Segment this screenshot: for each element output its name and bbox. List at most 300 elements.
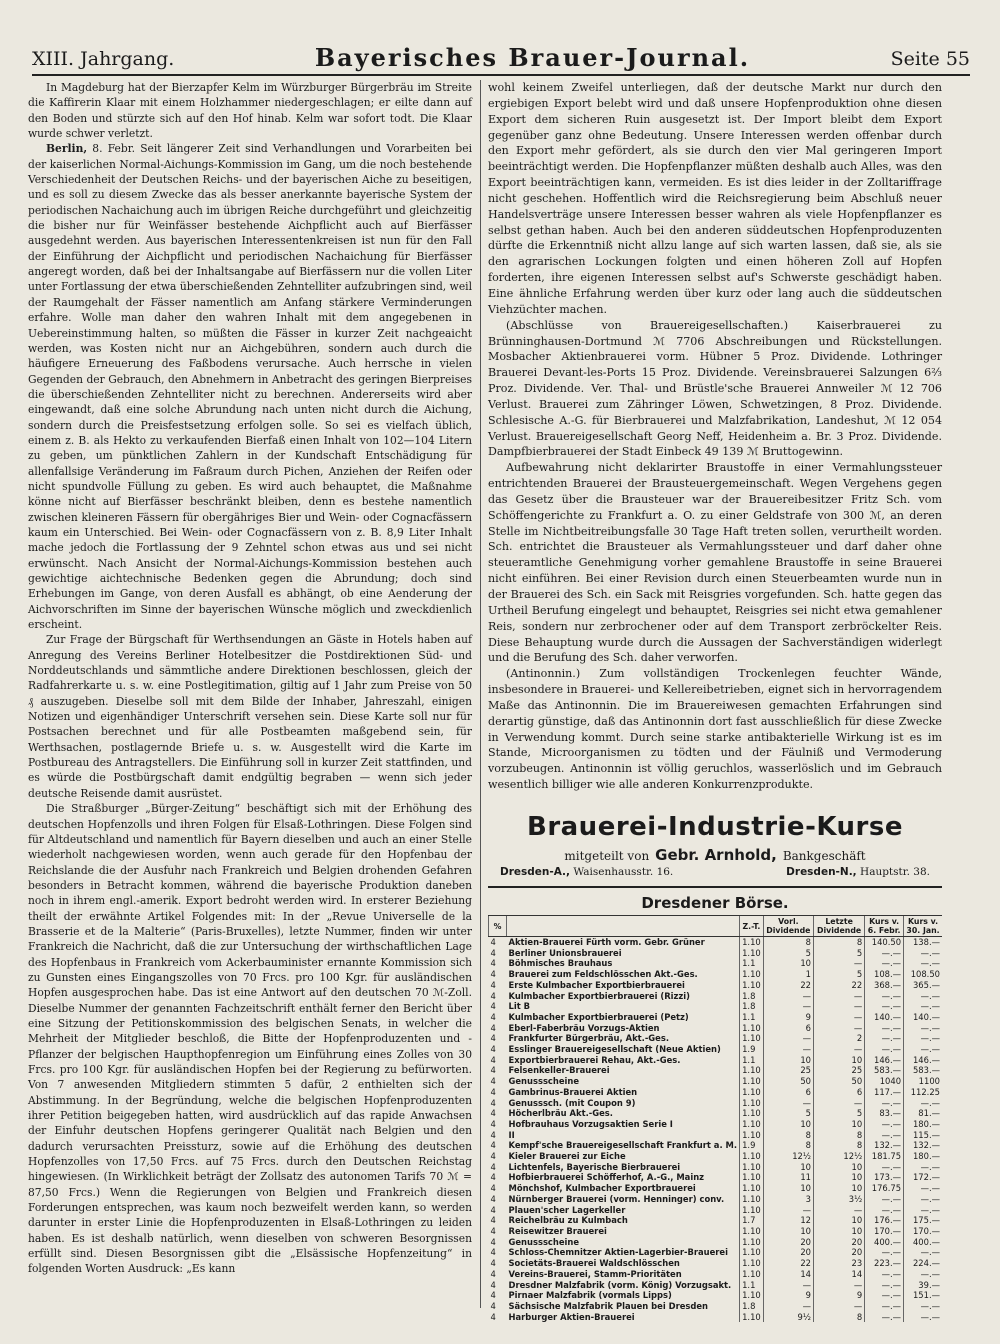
rate-cell: 4 — [490, 1183, 496, 1194]
page-number: Seite 55 — [890, 48, 970, 70]
company-cell: Felsenkeller-Brauerei — [508, 1065, 610, 1076]
rate-cell: 4 — [490, 1290, 496, 1301]
rate-cell: 4 — [490, 1001, 496, 1012]
interest-date-cell: 1.1 — [740, 958, 764, 969]
prev-dividend-cell: 10 — [763, 1162, 813, 1173]
price-jan30-cell: —.— — [904, 1001, 942, 1012]
company-cell: Dresdner Malzfabrik (vorm. König) Vorzugsakt. — [508, 1279, 732, 1290]
company-cell: Frankfurter Bürgerbräu, Akt.-Ges. — [508, 1033, 670, 1044]
quotes-table — [488, 915, 942, 1322]
last-dividend-cell: 6 — [814, 1087, 865, 1098]
price-feb6-cell: 176.— — [865, 1215, 904, 1226]
company-cell: Harburger Aktien-Brauerei — [508, 1311, 635, 1322]
interest-date-cell: 1.8 — [740, 991, 764, 1002]
interest-date-cell: 1.10 — [740, 1065, 764, 1076]
last-dividend-cell: 22 — [814, 980, 865, 991]
price-feb6-cell: —.— — [865, 1119, 904, 1130]
price-feb6-cell: 146.— — [865, 1055, 904, 1066]
quotes-row — [489, 1055, 943, 1066]
interest-date-cell: 1.10 — [740, 1087, 764, 1098]
last-dividend-cell: — — [814, 1280, 865, 1291]
article-paragraph — [488, 80, 942, 318]
last-dividend-cell: 14 — [814, 1269, 865, 1280]
quotes-row — [489, 969, 943, 980]
rate-cell: 4 — [490, 958, 496, 969]
prev-dividend-cell: 10 — [763, 1183, 813, 1194]
prev-dividend-cell: 22 — [763, 1258, 813, 1269]
quotes-row — [489, 1130, 943, 1141]
quotes-row — [489, 1140, 943, 1151]
quotes-row — [489, 1205, 943, 1216]
interest-date-cell: 1.10 — [740, 1119, 764, 1130]
interest-date-cell: 1.10 — [740, 1258, 764, 1269]
prev-dividend-cell: — — [763, 1098, 813, 1109]
article-paragraph — [28, 80, 472, 141]
interest-date-cell: 1.7 — [740, 1215, 764, 1226]
rate-cell: 4 — [490, 979, 496, 990]
quotes-row — [489, 1301, 943, 1312]
column-divider — [480, 80, 481, 1308]
last-dividend-cell: 10 — [814, 1183, 865, 1194]
last-dividend-cell: 3½ — [814, 1194, 865, 1205]
article-paragraph — [488, 666, 942, 793]
company-cell: Pirnaer Malzfabrik (vormals Lipps) — [508, 1290, 672, 1301]
last-dividend-cell: — — [814, 1098, 865, 1109]
last-dividend-cell: 25 — [814, 1065, 865, 1076]
last-dividend-cell: 5 — [814, 969, 865, 980]
advert-byline — [488, 846, 942, 864]
interest-date-cell: 1.1 — [740, 1280, 764, 1291]
rate-cell: 4 — [490, 1236, 496, 1247]
company-cell: Brauerei zum Feldschlösschen Akt.-Ges. — [508, 969, 698, 980]
interest-date-cell: 1.10 — [740, 1033, 764, 1044]
article-paragraph — [488, 460, 942, 666]
company-cell: Höcherlbräu Akt.-Ges. — [508, 1108, 613, 1119]
rate-cell: 4 — [490, 969, 496, 980]
rate-cell: 4 — [490, 1268, 496, 1279]
prev-dividend-cell: 9½ — [763, 1312, 813, 1323]
quotes-header-row — [489, 916, 943, 937]
company-cell: Erste Kulmbacher Exportbierbrauerei — [508, 979, 685, 990]
price-jan30-cell: —.— — [904, 1098, 942, 1109]
article-paragraph — [488, 318, 942, 461]
price-feb6-cell: 83.— — [865, 1108, 904, 1119]
last-dividend-cell: — — [814, 958, 865, 969]
price-feb6-cell: 108.— — [865, 969, 904, 980]
price-jan30-cell: 365.— — [904, 980, 942, 991]
price-jan30-cell: 115.— — [904, 1130, 942, 1141]
quotes-row — [489, 937, 943, 948]
quotes-row — [489, 1247, 943, 1258]
rate-cell: 4 — [490, 1300, 496, 1311]
quotes-row — [489, 980, 943, 991]
rate-cell: 4 — [490, 1151, 496, 1162]
price-feb6-cell: 1040 — [865, 1076, 904, 1087]
interest-date-cell: 1.10 — [740, 1130, 764, 1141]
last-dividend-cell: 10 — [814, 1215, 865, 1226]
company-cell: Genussscheine — [508, 1076, 580, 1087]
price-jan30-cell: 108.50 — [904, 969, 942, 980]
article-paragraph — [28, 141, 472, 632]
last-dividend-cell: — — [814, 991, 865, 1002]
quotes-column-header: Kurs v. 30. Jan. — [904, 916, 942, 937]
last-dividend-cell: 5 — [814, 1108, 865, 1119]
last-dividend-cell: 23 — [814, 1258, 865, 1269]
address-right — [786, 866, 930, 878]
last-dividend-cell: 8 — [814, 1140, 865, 1151]
price-feb6-cell: —.— — [865, 1001, 904, 1012]
last-dividend-cell: 20 — [814, 1247, 865, 1258]
prev-dividend-cell: 1 — [763, 969, 813, 980]
rate-cell: 4 — [490, 1129, 496, 1140]
prev-dividend-cell: 20 — [763, 1237, 813, 1248]
company-cell: Lichtenfels, Bayerische Bierbrauerei — [508, 1161, 681, 1172]
price-jan30-cell: —.— — [904, 1205, 942, 1216]
price-jan30-cell: 172.— — [904, 1172, 942, 1183]
quotes-row — [489, 991, 943, 1002]
quotes-column-header: Vorl. Dividende — [763, 916, 813, 937]
quotes-row — [489, 1237, 943, 1248]
prev-dividend-cell: — — [763, 1033, 813, 1044]
company-cell: Nürnberger Brauerei (vorm. Henninger) conv. — [508, 1193, 725, 1204]
stock-quotes-advert — [488, 812, 942, 1322]
interest-date-cell: 1.8 — [740, 1301, 764, 1312]
quotes-row — [489, 1290, 943, 1301]
interest-date-cell: 1.1 — [740, 1012, 764, 1023]
interest-date-cell: 1.10 — [740, 937, 764, 948]
prev-dividend-cell: 25 — [763, 1065, 813, 1076]
rate-cell: 4 — [490, 990, 496, 1001]
right-text-column — [488, 80, 942, 793]
paragraph-text: In Magdeburg hat der Bierzapfer Kelm im Würzburger Bürgerbräu im Streite die Kaffirerin Klaar mit einem Holzhammer niedergeschlagen; er eilte dann auf den Boden und stürzte sich auf den Hof hinab. Kelm war sofort todt. Die Klaar wurde schwer verletzt. — [28, 81, 472, 141]
firm-type: Bankgeschäft — [782, 849, 866, 863]
interest-date-cell: 1.10 — [740, 1226, 764, 1237]
prev-dividend-cell: 50 — [763, 1076, 813, 1087]
rate-cell: 4 — [490, 1161, 496, 1172]
last-dividend-cell: 8 — [814, 1130, 865, 1141]
price-jan30-cell: 170.— — [904, 1226, 942, 1237]
rate-cell: 4 — [490, 1311, 496, 1322]
quotes-row — [489, 1280, 943, 1291]
address-left-street: Waisenhausstr. 16. — [573, 866, 674, 878]
last-dividend-cell: 50 — [814, 1076, 865, 1087]
prev-dividend-cell: 20 — [763, 1247, 813, 1258]
last-dividend-cell: — — [814, 1012, 865, 1023]
price-feb6-cell: 223.— — [865, 1258, 904, 1269]
byline-prefix: mitgeteilt von — [564, 849, 650, 863]
quotes-row — [489, 1151, 943, 1162]
company-cell: Reisewitzer Brauerei — [508, 1225, 607, 1236]
quotes-row — [489, 1033, 943, 1044]
price-jan30-cell: —.— — [904, 948, 942, 959]
interest-date-cell: 1.10 — [740, 1151, 764, 1162]
article-paragraph — [28, 801, 472, 1277]
interest-date-cell: 1.10 — [740, 1108, 764, 1119]
rate-cell: 4 — [490, 947, 496, 958]
rate-cell: 4 — [490, 1065, 496, 1076]
interest-date-cell: 1.10 — [740, 1172, 764, 1183]
rate-cell: 4 — [490, 1204, 496, 1215]
left-text-column — [28, 80, 472, 1277]
last-dividend-cell: 20 — [814, 1237, 865, 1248]
last-dividend-cell: — — [814, 1044, 865, 1055]
quotes-row — [489, 1162, 943, 1173]
prev-dividend-cell: — — [763, 991, 813, 1002]
interest-date-cell: 1.10 — [740, 1290, 764, 1301]
last-dividend-cell: — — [814, 1301, 865, 1312]
company-cell: Eberl-Faberbräu Vorzugs-Aktien — [508, 1022, 660, 1033]
quotes-column-header: % — [489, 916, 507, 937]
price-jan30-cell: 112.25 — [904, 1087, 942, 1098]
company-cell: Hofbrauhaus Vorzugsaktien Serie I — [508, 1118, 673, 1129]
price-feb6-cell: 583.— — [865, 1065, 904, 1076]
firm-addresses — [500, 866, 930, 878]
prev-dividend-cell: 22 — [763, 980, 813, 991]
prev-dividend-cell: 10 — [763, 1226, 813, 1237]
quotes-row — [489, 1044, 943, 1055]
quotes-row — [489, 1098, 943, 1109]
prev-dividend-cell: 3 — [763, 1194, 813, 1205]
company-cell: Böhmisches Brauhaus — [508, 958, 613, 969]
prev-dividend-cell: 9 — [763, 1012, 813, 1023]
interest-date-cell: 1.9 — [740, 1044, 764, 1055]
price-jan30-cell: —.— — [904, 1044, 942, 1055]
price-feb6-cell: —.— — [865, 948, 904, 959]
quotes-row — [489, 1183, 943, 1194]
prev-dividend-cell: 9 — [763, 1290, 813, 1301]
prev-dividend-cell: — — [763, 1301, 813, 1312]
price-jan30-cell: 583.— — [904, 1065, 942, 1076]
rate-cell: 4 — [490, 1076, 496, 1087]
quotes-row — [489, 1269, 943, 1280]
price-jan30-cell: —.— — [904, 1312, 942, 1323]
price-jan30-cell: —.— — [904, 958, 942, 969]
prev-dividend-cell: — — [763, 1205, 813, 1216]
rate-cell: 4 — [490, 1054, 496, 1065]
prev-dividend-cell: 11 — [763, 1172, 813, 1183]
rate-cell: 4 — [490, 1044, 496, 1055]
quotes-row — [489, 1065, 943, 1076]
rate-cell: 4 — [490, 1033, 496, 1044]
last-dividend-cell: 8 — [814, 1312, 865, 1323]
price-jan30-cell: 138.— — [904, 937, 942, 948]
price-jan30-cell: 175.— — [904, 1215, 942, 1226]
quotes-row — [489, 1012, 943, 1023]
price-feb6-cell: 117.— — [865, 1087, 904, 1098]
price-feb6-cell: —.— — [865, 1194, 904, 1205]
company-cell: Mönchshof, Kulmbacher Exportbrauerei — [508, 1183, 696, 1194]
rate-cell: 4 — [490, 1011, 496, 1022]
last-dividend-cell: 10 — [814, 1119, 865, 1130]
company-cell: Genusssch. (mit Coupon 9) — [508, 1097, 636, 1108]
price-feb6-cell: —.— — [865, 1098, 904, 1109]
last-dividend-cell: 2 — [814, 1033, 865, 1044]
company-cell: II — [508, 1129, 515, 1140]
price-feb6-cell: 176.75 — [865, 1183, 904, 1194]
interest-date-cell: 1.10 — [740, 948, 764, 959]
prev-dividend-cell: 8 — [763, 1130, 813, 1141]
last-dividend-cell: 10 — [814, 1162, 865, 1173]
advert-title: Brauerei-Industrie-Kurse — [527, 812, 903, 842]
quotes-column-header: Letzte Dividende — [814, 916, 865, 937]
rate-cell: 4 — [490, 1140, 496, 1151]
prev-dividend-cell: 6 — [763, 1023, 813, 1034]
quotes-row — [489, 958, 943, 969]
price-feb6-cell: —.— — [865, 1269, 904, 1280]
firm-name: Gebr. Arnhold, — [655, 846, 777, 864]
company-cell: Vereins-Brauerei, Stamm-Prioritäten — [508, 1268, 682, 1279]
prev-dividend-cell: 12½ — [763, 1151, 813, 1162]
quotes-row — [489, 948, 943, 959]
rate-cell: 4 — [490, 1118, 496, 1129]
paragraph-text: (Antinonnin.) Zum vollständigen Trockenlegen feuchter Wände, insbesondere in Brauerei- und Kellereibetrieben, eignet sich in hervorragendem Maße das Antinonnin. Die im Brauereiwesen gemachten Erfahrungen sind derartig günstige, daß das Antinonnin dort fast ausschließlich für diese Zwecke in Verwendung kommt. Durch seine starke antibakterielle Wirkung ist es im Stande, Microorganismen zu tödten und der Fäulniß und Vermoderung vorzubeugen. Antinonnin ist völlig geruchlos, wasserlöslich und im Gebrauch wesentlich billiger wie alle anderen Konkurrenzprodukte. — [488, 667, 942, 792]
company-cell: Sächsische Malzfabrik Plauen bei Dresden — [508, 1300, 709, 1311]
address-right-city: Dresden-N., — [786, 866, 857, 878]
interest-date-cell: 1.10 — [740, 1162, 764, 1173]
quotes-row — [489, 1172, 943, 1183]
paragraph-text: 8. Febr. Seit längerer Zeit sind Verhandlungen und Vorarbeiten bei der kaiserlichen Normal-Aichungs-Kommission im Gang, um die noch bestehende Verschiedenheit der Deutschen Reichs- und der bayerischen Aiche zu beseitigen, und es soll zu diesem Zwecke das als besser anerkannte bayerische System der periodischen Nachaichung auch im übrigen Reiche durchgeführt und gleichzeitig die bisher nur für Weinfässer bestehende Aichpflicht auch auf Bierfässer ausgedehnt werden. Aus bayerischen Interessentenkreisen ist nun für den Fall der Einführung der Aichpflicht und periodischen Nachaichung für Bierfässer angeregt worden, daß bei der Inhaltsangabe auf Bierfässern nur die vollen Liter unter Fortlassung der etwa überschießenden Zehntelliter aufzubringen sind, weil der Raumgehalt der Fässer namentlich am Anfang stärkere Verminderungen erfahre. Wolle man daher den wahren Inhalt mit dem angegebenen in Uebereinstimmung halten, so müßten die Fässer in kurzer Zeit nachgeaicht werden, was Kosten nicht nur an Aichgebühren, sondern auch durch die häufigere Erneuerung des Faßbodens verursache. Auch herrsche in vielen Gegenden der Gebrauch, den Abnehmern in Anbetracht des geringen Bierpreises die überschießenden Zehntelliter nicht zu berechnen. Andererseits wird aber eingewandt, daß eine solche Abrundung nach unten nicht durch die Aichung, sondern durch die Preisfestsetzung erfolgen solle. So sei es vielfach üblich, einem z. B. als Hekto zu verkaufenden Bierfaß einen Inhalt von 102—104 Litern zu geben, um pünktlichen Zahlern in der Kundschaft Entschädigung für allenfallsige Veränderung im Faßraum durch Pichen, Anziehen der Reifen oder nicht spundvolle Füllung zu geben. Es wird auch behauptet, die Maßnahme könne nicht auf Bierfässer beschränkt bleiben, denn es bestehe namentlich zwischen kleineren Fässern für obergähriges Bier und Wein- oder Cognacfässern kaum ein Unterschied. Bei Wein- oder Cognacfässern von z. B. 8,9 Liter Inhalt mache jedoch die Fortlassung der 9 Zehntel schon etwas aus und sei nicht erwünscht. Nach Ansicht der Normal-Aichungs-Kommission bestehen auch gewichtige aichtechnische Bedenken gegen die Abrundung; doch sind Erhebungen im Gange, von deren Ausfall es abhängt, ob eine Aenderung der Aichvorschriften im Sinne der bayerischen Wünsche möglich und zweckdienlich erscheint. — [28, 142, 472, 632]
interest-date-cell: 1.10 — [740, 1205, 764, 1216]
quotes-row — [489, 1023, 943, 1034]
interest-date-cell: 1.10 — [740, 980, 764, 991]
price-feb6-cell: 173.— — [865, 1172, 904, 1183]
rate-cell: 4 — [490, 1097, 496, 1108]
company-cell: Esslinger Brauereigesellschaft (Neue Aktien) — [508, 1044, 721, 1055]
prev-dividend-cell: 5 — [763, 948, 813, 959]
price-feb6-cell: 181.75 — [865, 1151, 904, 1162]
prev-dividend-cell: 10 — [763, 1055, 813, 1066]
last-dividend-cell: 8 — [814, 937, 865, 948]
company-cell: Berliner Unionsbrauerei — [508, 947, 622, 958]
price-feb6-cell: —.— — [865, 1247, 904, 1258]
quotes-row — [489, 1258, 943, 1269]
interest-date-cell: 1.10 — [740, 1194, 764, 1205]
journal-title: Bayerisches Brauer-Journal. — [314, 43, 751, 72]
interest-date-cell: 1.10 — [740, 1183, 764, 1194]
price-feb6-cell: 132.— — [865, 1140, 904, 1151]
last-dividend-cell: — — [814, 1023, 865, 1034]
quotes-row — [489, 1119, 943, 1130]
price-feb6-cell: 140.— — [865, 1012, 904, 1023]
price-feb6-cell: 140.50 — [865, 937, 904, 948]
price-feb6-cell: —.— — [865, 1301, 904, 1312]
price-jan30-cell: 400.— — [904, 1237, 942, 1248]
quotes-body — [489, 937, 943, 1323]
price-feb6-cell: —.— — [865, 1130, 904, 1141]
price-jan30-cell: 151.— — [904, 1290, 942, 1301]
paragraph-text: (Abschlüsse von Brauereigesellschaften.) Kaiserbrauerei zu Brünninghausen-Dortmund ℳ 7706 Abschreibungen und Rückstellungen. Mosbacher Aktienbrauerei vorm. Hübner 5 Proz. Dividende. Lothringer Brauerei Devant-les-Ports 15 Proz. Dividende. Vereinsbrauerei Salzungen 6²⁄₃ Proz. Dividende. Ver. Thal- und Brüstle'sche Brauerei Annweiler ℳ 12 706 Verlust. Brauerei zum Zähringer Löwen, Schwetzingen, 8 Proz. Dividende. Schlesische A.-G. für Bierbrauerei und Malzfabrikation, Landeshut, ℳ 12 054 Verlust. Brauereigesellschaft Georg Neff, Heidenheim a. Br. 3 Proz. Dividende. Dampfbierbrauerei der Stadt Einbeck 49 139 ℳ Bruttogewinn. — [488, 318, 942, 459]
prev-dividend-cell: — — [763, 1280, 813, 1291]
interest-date-cell: 1.8 — [740, 1001, 764, 1012]
last-dividend-cell: 9 — [814, 1290, 865, 1301]
rate-cell: 4 — [490, 1225, 496, 1236]
price-jan30-cell: 180.— — [904, 1119, 942, 1130]
interest-date-cell: 1.10 — [740, 1098, 764, 1109]
price-feb6-cell: —.— — [865, 1280, 904, 1291]
price-jan30-cell: 140.— — [904, 1012, 942, 1023]
price-jan30-cell: 39.— — [904, 1280, 942, 1291]
prev-dividend-cell: 8 — [763, 937, 813, 948]
price-jan30-cell: 180.— — [904, 1151, 942, 1162]
price-jan30-cell: 146.— — [904, 1055, 942, 1066]
quotes-row — [489, 1215, 943, 1226]
rate-cell: 4 — [490, 1108, 496, 1119]
price-jan30-cell: —.— — [904, 1183, 942, 1194]
price-jan30-cell: —.— — [904, 1247, 942, 1258]
company-cell: Societäts-Brauerei Waldschlösschen — [508, 1258, 680, 1269]
price-feb6-cell: —.— — [865, 1162, 904, 1173]
rate-cell: 4 — [490, 1258, 496, 1269]
last-dividend-cell: — — [814, 1205, 865, 1216]
company-cell: Hofbierbrauerei Schöfferhof, A.-G., Mainz — [508, 1172, 705, 1183]
article-paragraph — [28, 632, 472, 801]
company-cell: Reichelbräu zu Kulmbach — [508, 1215, 628, 1226]
quotes-row — [489, 1076, 943, 1087]
rate-cell: 4 — [490, 1193, 496, 1204]
price-jan30-cell: —.— — [904, 1269, 942, 1280]
company-cell: Kulmbacher Exportbierbrauerei (Petz) — [508, 1011, 689, 1022]
price-jan30-cell: —.— — [904, 1194, 942, 1205]
rate-cell: 4 — [490, 1279, 496, 1290]
quotes-row — [489, 1108, 943, 1119]
company-cell: Plauen'scher Lagerkeller — [508, 1204, 626, 1215]
price-jan30-cell: —.— — [904, 1162, 942, 1173]
price-jan30-cell: 1100 — [904, 1076, 942, 1087]
price-jan30-cell: —.— — [904, 991, 942, 1002]
exchange-title: Dresdener Börse. — [641, 894, 789, 912]
company-cell: Gambrinus-Brauerei Aktien — [508, 1086, 638, 1097]
interest-date-cell: 1.10 — [740, 1247, 764, 1258]
rate-cell: 4 — [490, 1215, 496, 1226]
quotes-row — [489, 1226, 943, 1237]
company-cell: Kempf'sche Brauereigesellschaft Frankfurt a. M. — [508, 1140, 738, 1151]
prev-dividend-cell: 5 — [763, 1108, 813, 1119]
price-jan30-cell: 81.— — [904, 1108, 942, 1119]
last-dividend-cell: 10 — [814, 1172, 865, 1183]
price-feb6-cell: 400.— — [865, 1237, 904, 1248]
rate-cell: 4 — [490, 1086, 496, 1097]
volume-label: XIII. Jahrgang. — [32, 48, 175, 70]
price-feb6-cell: —.— — [865, 991, 904, 1002]
company-cell: Lit B — [508, 1001, 531, 1012]
prev-dividend-cell: — — [763, 1044, 813, 1055]
advert-rule — [488, 886, 942, 888]
address-right-street: Hauptstr. 38. — [860, 866, 930, 878]
prev-dividend-cell: 6 — [763, 1087, 813, 1098]
interest-date-cell: 1.10 — [740, 1269, 764, 1280]
page-header — [32, 40, 970, 76]
last-dividend-cell: 5 — [814, 948, 865, 959]
interest-date-cell: 1.10 — [740, 1023, 764, 1034]
paragraph-text: Aufbewahrung nicht deklarirter Braustoffe in einer Vermahlungssteuer entrichtenden Brauerei der Brausteuergemeinschaft. Wegen Vergehens gegen das Gesetz über die Brausteuer war der Brauereibesitzer Fritz Sch. vom Schöffengerichte zu Frankfurt a. O. zu einer Geldstrafe von 300 ℳ, an deren Stelle im Nichtbeitreibungsfalle 30 Tage Haft treten sollen, verurtheilt worden. Sch. entrichtet die Brausteuer als Vermahlungssteuer und darf daher ohne steueramtliche Genehmigung vorher gemahlene Braustoffe in seine Brauerei nicht einführen. Bei einer Revision durch einen Steuerbeamten wurde nun in der Brauerei des Sch. ein Sack mit Reisgries vorgefunden. Sch. hatte gegen das Urtheil Berufung eingelegt und behauptet, Reisgries sei nicht etwa gemahlener Reis, sondern nur zerbrochener oder auf dem Transport zerbröckelter Reis. Diese Behauptung wurde durch die Aussagen der Sachverständigen widerlegt und die Berufung des Sch. daher verworfen. — [488, 461, 942, 665]
interest-date-cell: 1.9 — [740, 1140, 764, 1151]
price-jan30-cell: —.— — [904, 1023, 942, 1034]
paragraph-text: Zur Frage der Bürgschaft für Werthsendungen an Gäste in Hotels haben auf Anregung des Vereins Berliner Hotelbesitzer die Postdirektionen Süd- und Norddeutschlands und sämmtliche andere Direktionen beschlossen, gleich der Radfahrerkarte u. s. w. eine Postlegitimation, giltig auf 1 Jahr zum Preise von 50 ₰ auszugeben. Dieselbe soll mit dem Bilde der Inhaber, Jahreszahl, einigen Notizen und eigenhändiger Unterschrift versehen sein. Diese Karte soll nur für Postsachen berechnet und für alle Postbeamten maßgebend sein, für Werthsachen, postlagernde Briefe u. s. w. Ausgestellt wird die Karte im Postbureau des Antragstellers. Die Einführung soll in kurzer Zeit stattfinden, und es würde die Postbürgschaft damit endgültig begraben — wenn sich jeder deutsche Reisende damit ausrüstet. — [28, 633, 472, 800]
price-feb6-cell: —.— — [865, 958, 904, 969]
rate-cell: 4 — [490, 1172, 496, 1183]
prev-dividend-cell: 10 — [763, 958, 813, 969]
price-jan30-cell: —.— — [904, 1033, 942, 1044]
quotes-row — [489, 1312, 943, 1323]
interest-date-cell: 1.10 — [740, 1237, 764, 1248]
quotes-column-header: Z.-T. — [740, 916, 764, 937]
quotes-row — [489, 1001, 943, 1012]
paragraph-text: wohl keinem Zweifel unterliegen, daß der deutsche Markt nur durch den ergiebigen Export belebt wird und daß unsere Hopfenproduktion ohne diesen Export dem sicheren Ruin ausgesetzt ist. Der Import bleibt dem Export gegenüber ganz ohne Bedeutung. Unsere Interessen werden offenbar durch den Export mehr gefördert, als sie durch den vier Mal geringeren Import beeinträchtigt werden. Die Hopfenpflanzer müßten deshalb auch Alles, was den Export beeinträchtigen kann, vermeiden. Es ist dies leider in der Zolltariffrage nicht geschehen. Hoffentlich wird die Reichsregierung beim Abschluß neuer Handelsverträge unsere Interessen besser wahren als viele Hopfenpflanzer es selbst gethan haben. Auch bei den anderen süddeutschen Hopfenproduzenten dürfte die Erkenntniß nicht allzu lange auf sich warten lassen, daß sie, als sie den agrarischen Lockungen folgten und einen höheren Zoll auf Hopfen forderten, ihre eigenen Interessen selbst auf's Schwerste geschädigt haben. Eine ähnliche Erfahrung werden über kurz oder lang auch die süddeutschen Viehzüchter machen. — [488, 81, 942, 316]
address-left — [500, 866, 673, 878]
company-cell: Aktien-Brauerei Fürth vorm. Gebr. Grüner — [508, 937, 705, 947]
price-jan30-cell: 132.— — [904, 1140, 942, 1151]
dateline: Berlin, — [46, 142, 88, 156]
